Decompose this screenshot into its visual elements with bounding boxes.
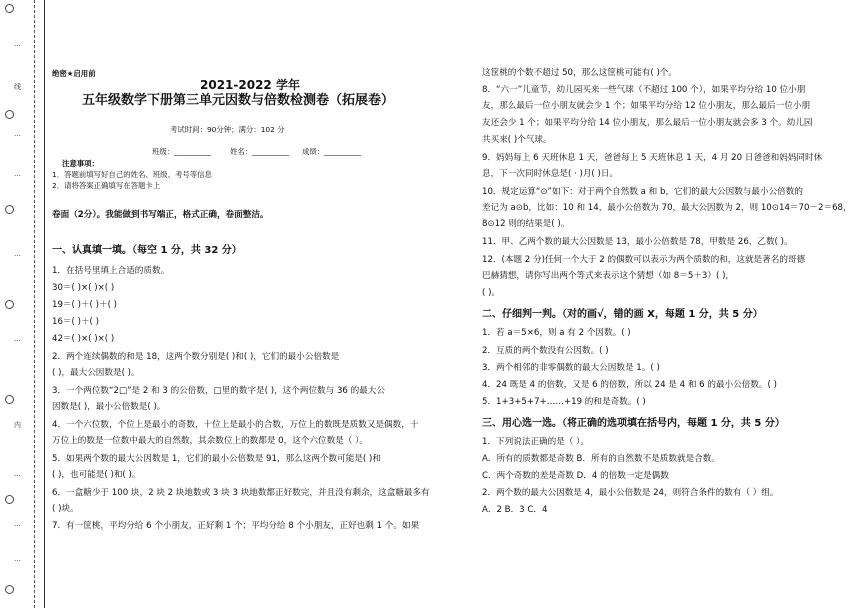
question: 6．一盒糖少于 100 块，2 块 2 块地数或 3 块 3 块地数都正好数完，并且没有剩余，这盒糖最多有 (52, 488, 430, 498)
question-line: 巴赫猜想，请你写出两个等式来表示这个猜想（如 8＝5＋3）( )， (482, 271, 735, 281)
binding-hole-icon (5, 300, 14, 309)
question-options: A．2 B．3 C．4 (482, 505, 548, 515)
binding-label: … (14, 170, 21, 178)
binding-label: … (14, 250, 21, 258)
question-line: 这筐桃的个数不超过 50，那么这筐桃可能有( )个。 (482, 68, 677, 78)
binding-hole-icon (5, 205, 14, 214)
binding-hole-icon (5, 395, 14, 404)
section-title: 三、用心选一选。（将正确的选项填在括号内，每题 1 分，共 5 分） (482, 418, 785, 429)
question-line: 30＝( )×( )×( ) (52, 283, 115, 293)
year-title: 2021-2022 学年 (200, 78, 300, 92)
name-field: 姓名：__________ (230, 147, 290, 156)
binding-label: … (14, 520, 21, 528)
question-line: 息，下一次同时休息是( · )月( )日。 (482, 169, 619, 179)
notice-item: 2．请将答案正确填写在答题卡上 (52, 181, 161, 190)
binding-hole-icon (5, 110, 14, 119)
class-field: 班级：__________ (152, 147, 212, 156)
question-line: ( )，最大公因数是( )。 (52, 368, 140, 378)
question: 8．“六一”儿童节，幼儿园买来一些气球（不超过 100 个），如果平均分给 10 位小朋 (482, 85, 806, 95)
secret-mark: 绝密★启用前 (52, 69, 96, 78)
question-line: ( )块。 (52, 504, 79, 514)
exam-info: 考试时间：90分钟；满分：102 分 (170, 125, 285, 134)
question: 11．甲、乙两个数的最大公因数是 13，最小公倍数是 78，甲数是 26，乙数( )。 (482, 237, 793, 247)
question: 5．1+3+5+7+……+19 的和是奇数。( ) (482, 397, 646, 407)
binding-hole-icon (5, 495, 14, 504)
question-line: 友，那么最后一位小朋友就会少 1 个；如果平均分给 12 位小朋友，那么最后一位小朋 (482, 101, 811, 111)
question: 1．若 a＝5×6，则 a 有 2 个因数。( ) (482, 328, 631, 338)
score-field: 成绩：__________ (302, 147, 362, 156)
question: 5．如果两个数的最大公因数是 1，它们的最小公倍数是 91，那么这两个数可能是( )和 (52, 454, 381, 464)
neatness-note: 卷面（2分）。我能做到书写端正，格式正确，卷面整洁。 (52, 210, 269, 220)
binding-label: … (14, 40, 21, 48)
question-line: 共买来( )个气球。 (482, 135, 552, 145)
question-line: 友还会少 1 个；如果平均分给 14 位小朋友，那么最后一位小朋友就会多 3 个。幼儿园 (482, 118, 813, 128)
binding-label: … (14, 130, 21, 138)
dashed-cut-line (34, 0, 35, 608)
question: 4．一个六位数，个位上是最小的奇数，十位上是最小的合数，万位上的数既是质数又是偶数，十 (52, 420, 419, 430)
question-line: 万位上的数是一位数中最大的自然数，其余数位上的数都是 0，这个六位数是（ ）。 (52, 436, 369, 446)
notice-title: 注意事项： (62, 159, 99, 168)
binding-label: … (14, 555, 21, 563)
notice-item: 1．答题前填写好自己的姓名、班级、考号等信息 (52, 170, 212, 179)
section-title: 二、仔细判一判。（对的画√，错的画 X，每题 1 分，共 5 分） (482, 309, 763, 320)
question-line: 8⊙12 则的结果是( )。 (482, 219, 570, 229)
question: 12．(本题 2 分)任何一个大于 2 的偶数可以表示为两个质数的和，这就是著名的哥德 (482, 255, 806, 265)
question-options: A．所有的质数都是奇数 B．所有的自然数不是质数就是合数。 (482, 454, 720, 464)
binding-label: … (14, 470, 21, 478)
question: 2．互质的两个数没有公因数。( ) (482, 346, 609, 356)
question: 2．两个数的最大公因数是 4，最小公倍数是 24，则符合条件的数有（ ）组。 (482, 488, 779, 498)
question: 4．24 既是 4 的倍数，又是 6 的倍数，所以 24 是 4 和 6 的最小公倍数。( ) (482, 380, 777, 390)
question-line: 因数是( )，最小公倍数是( )。 (52, 402, 166, 412)
binding-label: 线 (14, 83, 21, 91)
question-line: 16＝( )＋( ) (52, 317, 99, 327)
question-line: 42＝( )×( )×( ) (52, 334, 115, 344)
question-line: 19＝( )＋( )＋( ) (52, 300, 118, 310)
question: 1．下列说法正确的是（ ）。 (482, 437, 590, 447)
question: 2．两个连续偶数的和是 18，这两个数分别是( )和( )，它们的最小公倍数是 (52, 352, 340, 362)
question: 7．有一筐桃，平均分给 6 个小朋友，正好剩 1 个；平均分给 8 个小朋友，正好也剩 1 个。如果 (52, 521, 420, 531)
binding-hole-icon (5, 585, 14, 594)
right-column (482, 0, 852, 608)
binding-hole-icon (5, 4, 14, 13)
question: 3．两个相邻的非零偶数的最大公因数是 1。( ) (482, 363, 660, 373)
binding-label: … (14, 335, 21, 343)
section-title: 一、认真填一填。（每空 1 分，共 32 分） (52, 245, 242, 256)
binding-margin (0, 0, 42, 608)
question-options: C．两个奇数的差是奇数 D．4 的倍数一定是偶数 (482, 471, 669, 481)
page-title: 五年级数学下册第三单元因数与倍数检测卷（拓展卷） (82, 93, 395, 108)
question: 3．一个两位数“2□”是 2 和 3 的公倍数，□里的数字是( )，这个两位数与 36 的最大公 (52, 386, 385, 396)
margin-line (44, 0, 45, 608)
question: 10．规定运算“⊙”如下：对于两个自然数 a 和 b，它们的最大公因数与最小公倍数的 (482, 187, 803, 197)
question: 1．在括号里填上合适的质数。 (52, 266, 170, 276)
left-column (52, 0, 432, 608)
question-line: ( )。 (482, 288, 501, 298)
question-line: ( )，也可能是( )和( )。 (52, 470, 141, 480)
question: 9．妈妈每上 6 天班休息 1 天，爸爸每上 5 天班休息 1 天，4 月 20 日爸爸和妈妈同时休 (482, 153, 823, 163)
binding-label: 内 (14, 421, 21, 429)
question-line: 差记为 a⊙b，比如：10 和 14，最小公倍数为 70，最大公因数为 2，则 10⊙14＝70－2＝68， (482, 203, 852, 213)
